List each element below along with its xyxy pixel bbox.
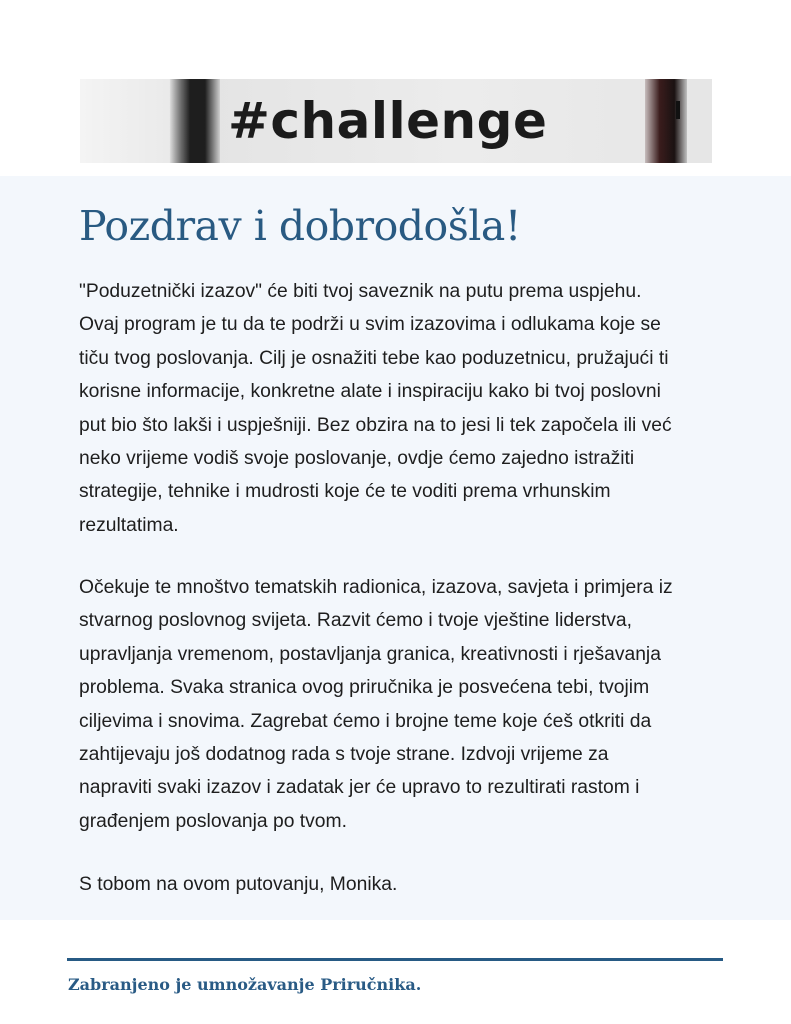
banner-bar-mark <box>676 101 680 119</box>
signoff-line: S tobom na ovom putovanju, Monika. <box>79 874 398 895</box>
paragraph-line: zahtijevaju još dodatnog rada s tvoje strane. Izdvoji vrijeme za <box>79 744 609 766</box>
paragraph-line: Očekuje te mnoštvo tematskih radionica, izazova, savjeta i primjera iz <box>79 577 673 598</box>
signoff-paragraph <box>79 868 739 901</box>
paragraph-line: put bio što lakši i uspješniji. Bez obzira na to jesi li tek započela ili već <box>79 414 672 436</box>
paragraph-line: građenjem poslovanja po tvom. <box>79 810 347 832</box>
paragraph-line: upravljanja vremenom, postavljanja granica, kreativnosti i rješavanja <box>79 643 661 665</box>
intro-paragraph <box>79 275 739 542</box>
paragraph-line: neko vrijeme vodiš svoje poslovanje, ovdje ćemo zajedno istražiti <box>79 448 635 470</box>
paragraph-line: strategije, tehnike i mudrosti koje će te voditi prema vrhunskim <box>79 481 611 503</box>
paragraph-line: stvarnog poslovnog svijeta. Razvit ćemo i tvoje vještine liderstva, <box>79 610 632 632</box>
paragraph-line: tiču tvog poslovanja. Cilj je osnažiti tebe kao poduzetnicu, pružajući ti <box>79 347 669 369</box>
page-heading: Pozdrav i dobrodošla! <box>79 202 521 250</box>
footer-notice: Zabranjeno je umnožavanje Priručnika. <box>68 975 422 994</box>
paragraph-line: korisne informacije, konkretne alate i inspiraciju kako bi tvoj poslovni <box>79 381 661 403</box>
paragraph-line: Ovaj program je tu da te podrži u svim izazovima i odlukama koje se <box>79 314 661 336</box>
program-paragraph <box>79 571 739 838</box>
footer-divider <box>67 958 723 961</box>
challenge-banner-image <box>80 79 712 163</box>
banner-text: #challenge <box>228 92 548 150</box>
paragraph-line: napraviti svaki izazov i zadatak jer će upravo to rezultirati rastom i <box>79 777 640 799</box>
paragraph-line: problema. Svaka stranica ovog priručnika je posvećena tebi, tvojim <box>79 677 650 699</box>
banner-dark-object-left <box>170 79 220 163</box>
paragraph-line: ciljevima i snovima. Zagrebat ćemo i brojne teme koje ćeš otkriti da <box>79 710 652 732</box>
paragraph-line: "Poduzetnički izazov" će biti tvoj saveznik na putu prema uspjehu. <box>79 281 642 302</box>
banner-dark-object-right <box>645 79 687 163</box>
paragraph-line: rezultatima. <box>79 514 179 536</box>
